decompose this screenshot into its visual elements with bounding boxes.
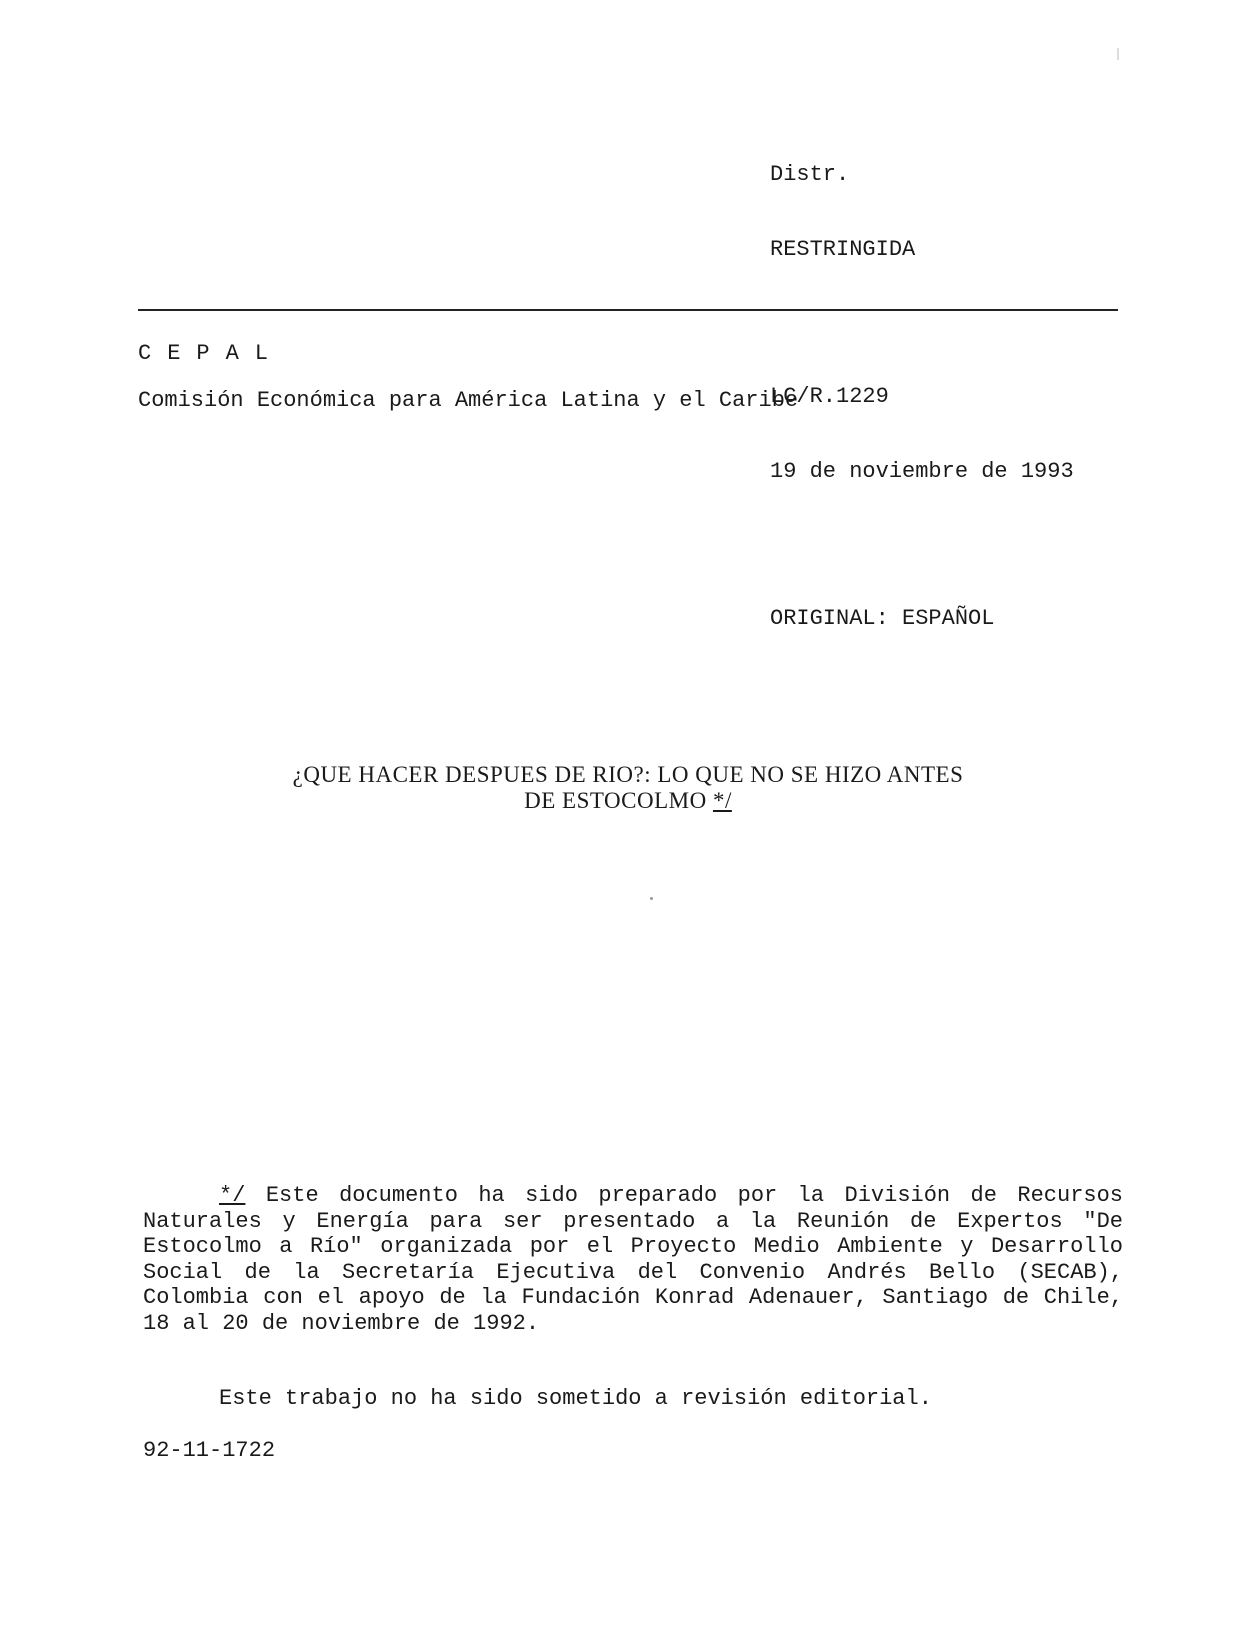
title-footnote-mark: */ (712, 788, 732, 813)
editorial-notice: Este trabajo no ha sido sometido a revisión editorial. (219, 1386, 932, 1411)
document-symbol: LC/R.1229 (770, 384, 889, 409)
organization-name: Comisión Económica para América Latina y el Caribe (138, 388, 799, 413)
original-language: ORIGINAL: ESPAÑOL (770, 606, 995, 631)
footnote-mark: */ (219, 1183, 246, 1208)
header-divider (138, 309, 1118, 311)
scan-speck (1117, 48, 1119, 60)
organization-acronym: CEPAL (138, 341, 285, 366)
title-line-2 (138, 788, 1118, 814)
scan-speck (650, 897, 653, 900)
distribution-block (770, 112, 1074, 681)
distribution-label: Distr. (770, 162, 850, 187)
restriction-label: RESTRINGIDA (770, 237, 916, 262)
document-title (138, 762, 1118, 814)
footnote (143, 1183, 1123, 1336)
document-number: 92-11-1722 (143, 1438, 276, 1463)
document-date: 19 de noviembre de 1993 (770, 459, 1074, 484)
footnote-text: Este documento ha sido preparado por la División de Recursos Naturales y Energía para ser presentado a la Reunión de Expertos "De Estocolmo a Río" organizada por el Proyecto Medio Ambiente y Desarrollo Social de la Secretaría Ejecutiva del Convenio Andrés Bello (SECAB), Colombia con el apoyo de la Fundación Konrad Adenauer, Santiago de Chile, 18 al 20 de noviembre de 1992. (143, 1183, 1123, 1336)
title-line-1: ¿QUE HACER DESPUES DE RIO?: LO QUE NO SE HIZO ANTES (292, 762, 964, 787)
title-line-2-text: DE ESTOCOLMO (524, 788, 707, 813)
